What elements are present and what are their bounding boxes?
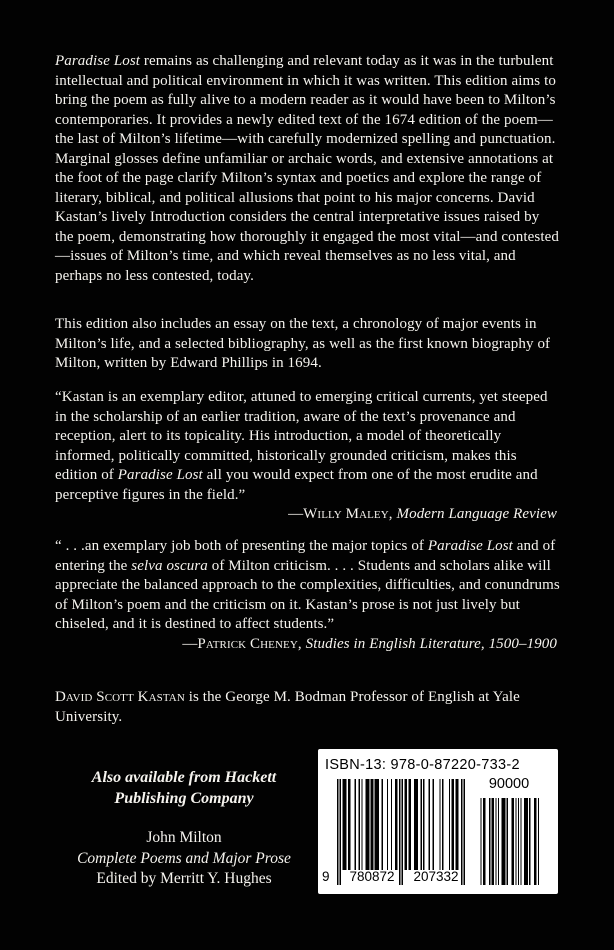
also-available-heading [34,768,334,809]
price-code: 90000 [488,776,530,792]
related-book [34,828,334,890]
book-title-inline: Paradise Lost [427,538,513,554]
author-bio [55,688,547,727]
ean5-addon-barcode [479,798,539,885]
edition-contents-paragraph: This edition also includes an essay on the text, a chronology of major events in Milton’s life, and a selected bibliography, as well as the first known biography of Milton, written by Edward Phillips in 1694. [55,316,551,371]
book-title-inline: Paradise Lost [55,53,141,69]
review-source: Modern Language Review [396,506,557,522]
review-quote-cheney [55,537,560,654]
synopsis-paragraph [55,52,560,286]
review-quote-text [55,388,560,505]
quote-segment: all you would expect from one of the most erudite and perceptive figures in the field.” [55,467,538,503]
synopsis-text: remains as challenging and relevant today as it was in the turbulent intellectual and political environment in which it was written. This edition aims to bring the poem as fully alive to a modern reader as it would have been to Milton’s contemporaries. It provides a newly edited text of the 1674 edition of the poem—the last of Milton’s lifetime—with carefully modernized spelling and punctuation. Marginal glosses define unfamiliar or archaic words, and extensive annotations at the foot of the page clarify Milton’s syntax and poetics and explore the range of literary, biblical, and political allusions that point to his major concerns. David Kastan’s lively Introduction considers the central interpretative issues raised by the poem, demonstrating how thoroughly it engaged the most vital—and contested—issues of Milton’s time, and which reveal themselves as no less vital, and perhaps no less contested, today. [55,53,559,284]
barcode-digits-group2: 207332 [413,869,459,884]
book-title-inline: Paradise Lost [117,467,203,483]
attribution-separator: , [297,635,306,652]
reviewer-name: Willy Maley [303,506,389,522]
quote-segment: and of entering the [55,538,556,574]
quote-segment: “Kastan is an exemplary editor, attuned to emerging critical currents, yet steeped in the scholarship of an earlier tradition, aware of the text’s provenance and reception, alert to its topicality. His introduction, a model of theoretically informed, politically committed, historically grounded criticism, makes this edition of [55,389,548,483]
foreign-phrase-inline: selva oscura [131,557,208,574]
review-source: Studies in English Literature, 1500–1900 [305,635,557,652]
heading-line: Also available from Hackett [91,769,277,786]
author-name: David Scott Kastan [55,689,185,705]
reviewer-name: Patrick Cheney [197,635,298,652]
related-book-author: John Milton [146,829,222,846]
related-book-editor: Edited by Merritt Y. Hughes [96,870,272,887]
attribution-dash: — [182,635,198,652]
barcode-panel [318,749,558,894]
attribution-separator: , [388,506,397,522]
quote-segment: of Milton criticism. . . . Students and scholars alike will appreciate the balanced approach to the complexities, difficulties, and conundrums of Milton’s poem and the criticism on it. Kastan’s prose is not just lively but chiseled, and it is destined to affect students.” [55,557,560,632]
heading-line: Publishing Company [114,789,254,807]
quote-segment: “ . . .an exemplary job both of presenting the major topics of [55,538,428,554]
barcode-digits-group1: 780872 [349,869,395,884]
attribution-dash: — [288,506,304,522]
review-attribution [55,635,560,655]
review-quote-text [55,537,560,635]
review-quote-maley [55,388,560,525]
barcode-digit-lead: 9 [322,869,330,884]
related-book-title: Complete Poems and Major Prose [77,849,291,867]
also-available-section [34,768,334,890]
review-attribution [55,505,560,525]
isbn-label: ISBN-13: 978-0-87220-733-2 [325,757,520,773]
author-bio-text: is the George M. Bodman Professor of English at Yale University. [55,689,520,725]
